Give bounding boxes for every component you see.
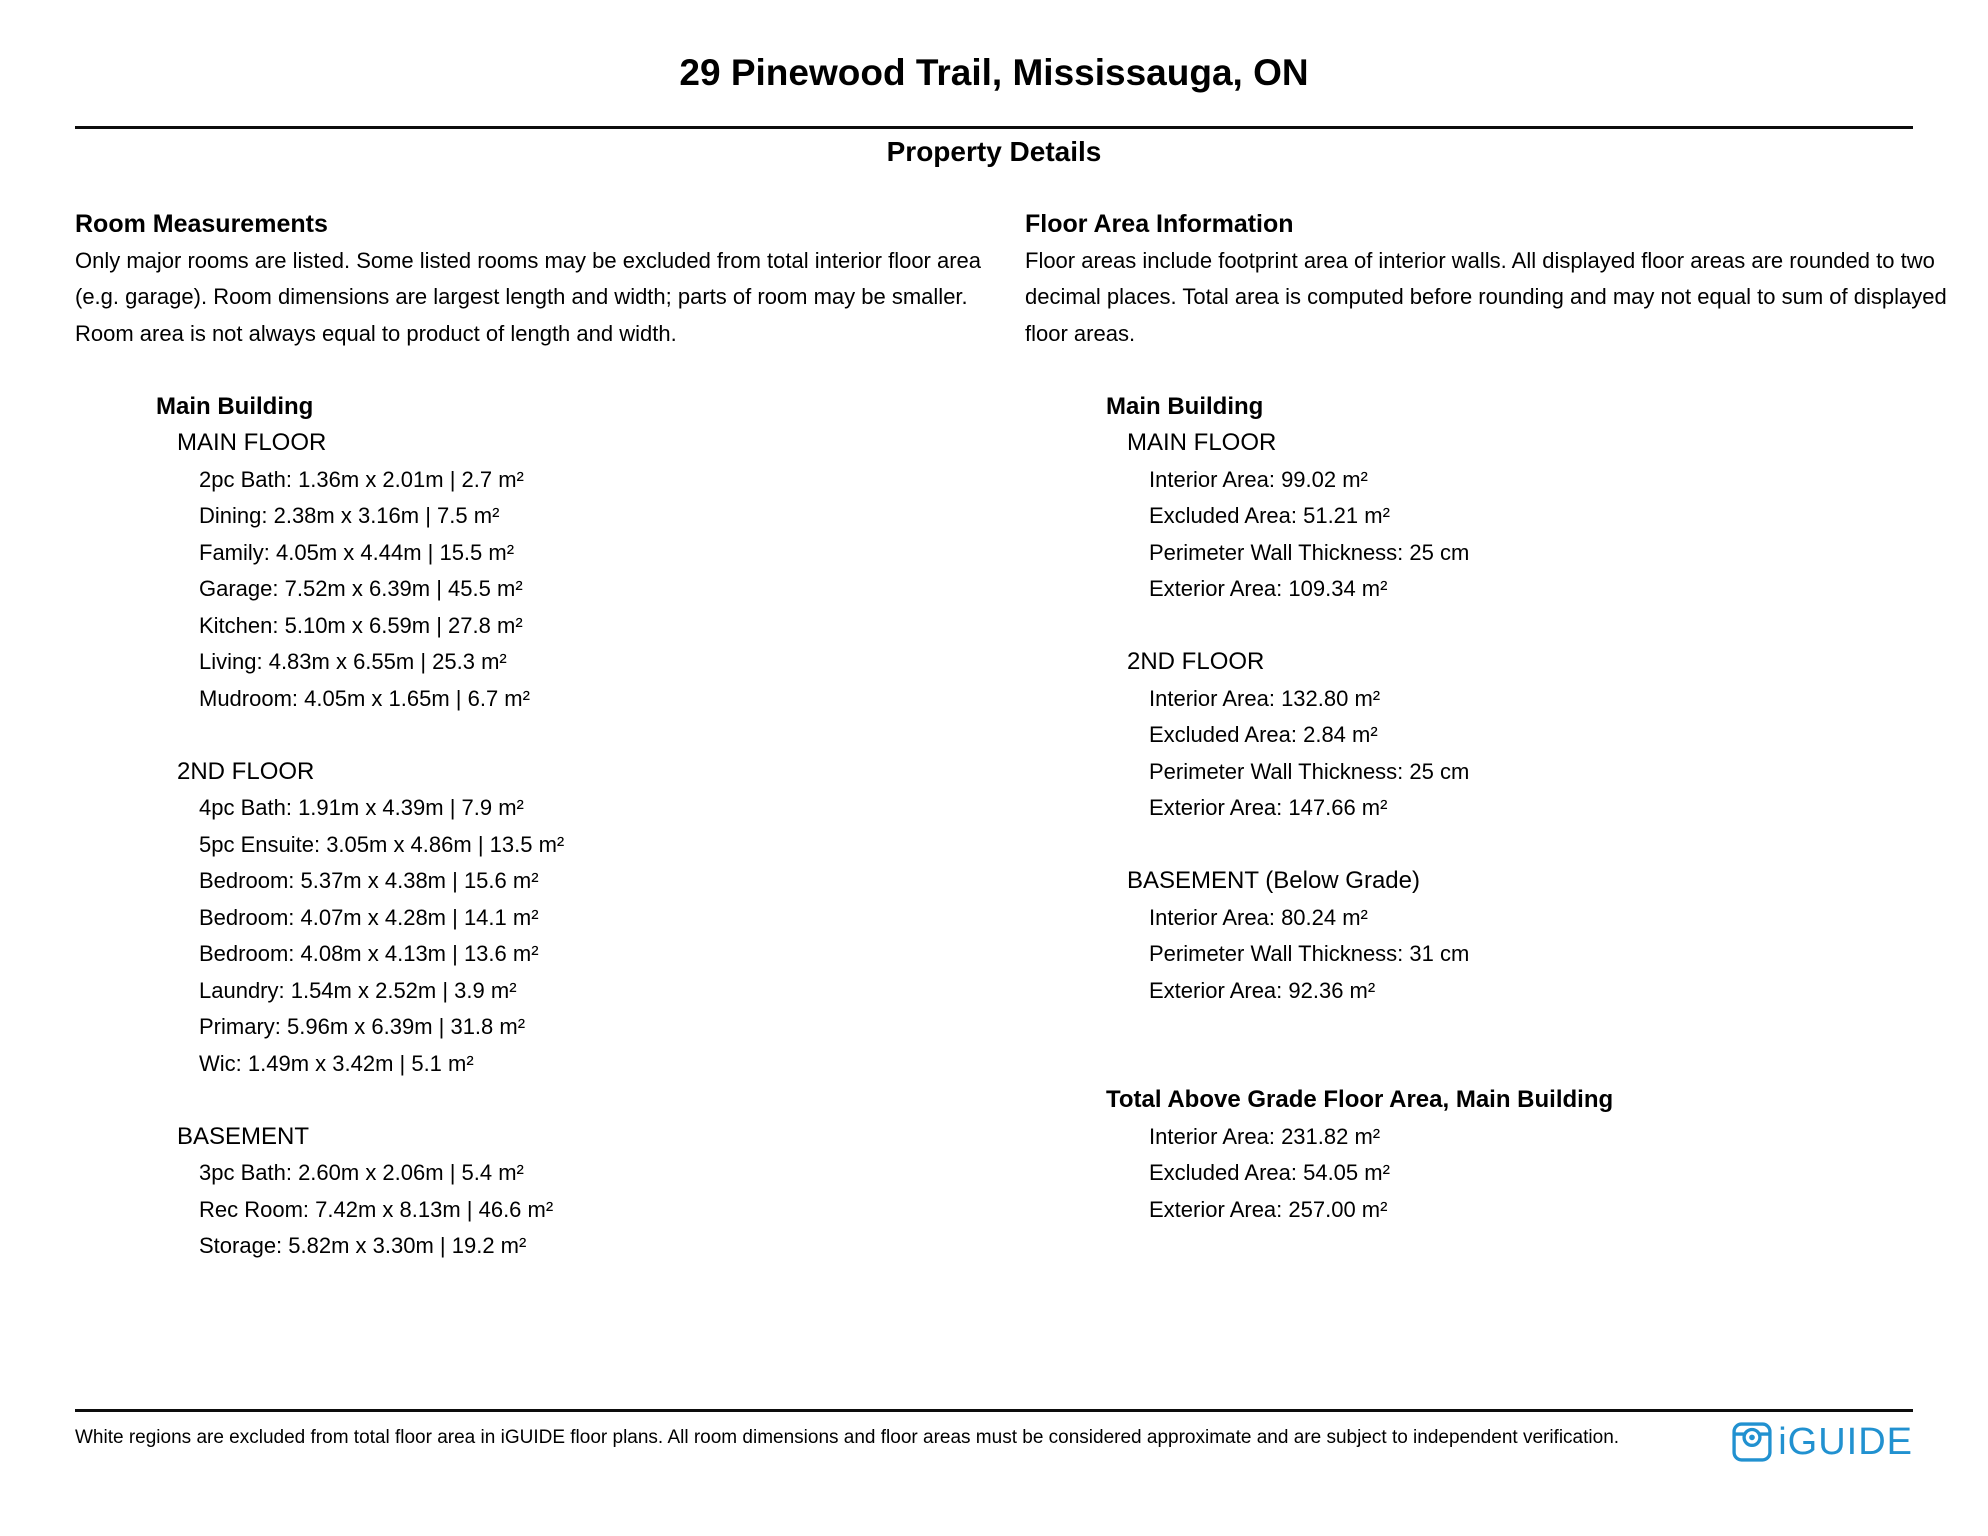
floor-name: BASEMENT (Below Grade)	[1127, 867, 1420, 894]
floor-area-line: Exterior Area: 109.34 m²	[1149, 576, 1388, 601]
floor-area-heading: Floor Area Information	[1025, 210, 1294, 238]
room-measurement-line: Wic: 1.49m x 3.42m | 5.1 m²	[199, 1050, 474, 1076]
floor-area-line: Interior Area: 132.80 m²	[1149, 685, 1381, 711]
floor-area-line: Perimeter Wall Thickness: 25 cm	[1149, 758, 1470, 784]
floor-area-building	[1025, 389, 1913, 1229]
iguide-logo-text: iGUIDE	[1778, 1421, 1913, 1463]
floor-area-line: Perimeter Wall Thickness: 31 cm	[1149, 941, 1470, 966]
description-line: decimal places. Total area is computed before rounding and may not equal to sum of displayed	[1025, 284, 1947, 309]
room-measurement-line: Family: 4.05m x 4.44m | 15.5 m²	[199, 539, 515, 565]
iguide-camera-icon	[1732, 1422, 1772, 1462]
floor-area-line: Exterior Area: 147.66 m²	[1149, 795, 1388, 820]
room-measurement-line: Bedroom: 4.08m x 4.13m | 13.6 m²	[199, 941, 539, 966]
floor-name: 2ND FLOOR	[1127, 648, 1265, 675]
description-line: (e.g. garage). Room dimensions are largest length and width; parts of room may be smaller.	[75, 284, 968, 309]
room-measurements-heading: Room Measurements	[75, 210, 328, 238]
room-measurement-line: Bedroom: 5.37m x 4.38m | 15.6 m²	[199, 868, 539, 893]
total-above-grade-lines	[1025, 1119, 1913, 1229]
floor-block	[1025, 425, 1913, 608]
page-header	[75, 53, 1913, 169]
room-measurements-section	[75, 206, 1025, 1265]
floor-area-description	[1025, 243, 1947, 353]
room-measurement-line: Dining: 2.38m x 3.16m | 7.5 m²	[199, 503, 500, 528]
floor-name: BASEMENT	[177, 1122, 310, 1150]
total-above-grade-block	[1025, 1082, 1913, 1228]
floor-area-line: Exterior Area: 92.36 m²	[1149, 977, 1376, 1003]
room-measurement-line: Mudroom: 4.05m x 1.65m | 6.7 m²	[199, 685, 530, 711]
page-footer	[75, 1409, 1913, 1462]
room-measurement-line: 2pc Bath: 1.36m x 2.01m | 2.7 m²	[199, 466, 524, 492]
floor-area-line: Excluded Area: 54.05 m²	[1149, 1160, 1390, 1185]
floor-area-line: Exterior Area: 257.00 m²	[1149, 1196, 1388, 1222]
floor-block	[75, 754, 1025, 1083]
floor-block	[75, 425, 1025, 717]
room-measurement-line: Living: 4.83m x 6.55m | 25.3 m²	[199, 649, 507, 674]
floor-area-line: Interior Area: 231.82 m²	[1149, 1123, 1381, 1149]
footer-row	[75, 1412, 1913, 1462]
floor-area-line: Interior Area: 99.02 m²	[1149, 466, 1368, 492]
room-measurement-line: Kitchen: 5.10m x 6.59m | 27.8 m²	[199, 612, 523, 638]
description-line: floor areas.	[1025, 320, 1136, 346]
room-measurement-line: 3pc Bath: 2.60m x 2.06m | 5.4 m²	[199, 1160, 524, 1185]
total-above-grade-heading: Total Above Grade Floor Area, Main Building	[1106, 1086, 1614, 1113]
floor-area-line: Interior Area: 80.24 m²	[1149, 904, 1368, 930]
floor-area-line: Excluded Area: 2.84 m²	[1149, 722, 1378, 747]
description-line: Only major rooms are listed. Some listed rooms may be excluded from total interior floor area	[75, 247, 982, 273]
description-line: Room area is not always equal to product of length and width.	[75, 320, 677, 346]
iguide-logo	[1732, 1422, 1913, 1462]
room-measurements-floors	[75, 425, 1025, 1265]
room-measurement-line: 5pc Ensuite: 3.05m x 4.86m | 13.5 m²	[199, 831, 565, 857]
page-subtitle: Property Details	[886, 136, 1102, 167]
floor-area-section	[1025, 206, 1947, 1265]
room-measurement-line: Rec Room: 7.42m x 8.13m | 46.6 m²	[199, 1196, 554, 1222]
page-title: 29 Pinewood Trail, Mississauga, ON	[679, 52, 1309, 93]
floor-name: MAIN FLOOR	[177, 429, 327, 456]
floor-area-line: Perimeter Wall Thickness: 25 cm	[1149, 539, 1470, 565]
room-measurement-line: Bedroom: 4.07m x 4.28m | 14.1 m²	[199, 904, 539, 930]
content-columns	[75, 206, 1947, 1265]
floor-area-line: Excluded Area: 51.21 m²	[1149, 503, 1390, 528]
room-measurements-description	[75, 243, 1025, 353]
room-measurement-line: Garage: 7.52m x 6.39m | 45.5 m²	[199, 576, 523, 601]
floor-name: 2ND FLOOR	[177, 757, 315, 785]
room-measurement-line: 4pc Bath: 1.91m x 4.39m | 7.9 m²	[199, 795, 524, 820]
footer-disclaimer: White regions are excluded from total floor area in iGUIDE floor plans. All room dimensions and floor areas must be considered approximate and are subject to independent verification.	[75, 1427, 1620, 1448]
floor-block	[1025, 863, 1913, 1009]
floor-name: MAIN FLOOR	[1127, 429, 1277, 456]
header-divider	[75, 126, 1913, 129]
description-line: Floor areas include footprint area of interior walls. All displayed floor areas are rounded to two	[1025, 247, 1935, 273]
room-measurement-line: Primary: 5.96m x 6.39m | 31.8 m²	[199, 1014, 526, 1039]
building-name: Main Building	[156, 392, 314, 420]
building-name: Main Building	[1106, 392, 1264, 420]
room-measurement-line: Laundry: 1.54m x 2.52m | 3.9 m²	[199, 977, 517, 1003]
room-measurement-line: Storage: 5.82m x 3.30m | 19.2 m²	[199, 1233, 527, 1258]
floor-area-floors	[1025, 425, 1913, 1009]
floor-block	[1025, 644, 1913, 827]
floor-block	[75, 1119, 1025, 1265]
room-measurements-building	[75, 389, 1025, 1265]
